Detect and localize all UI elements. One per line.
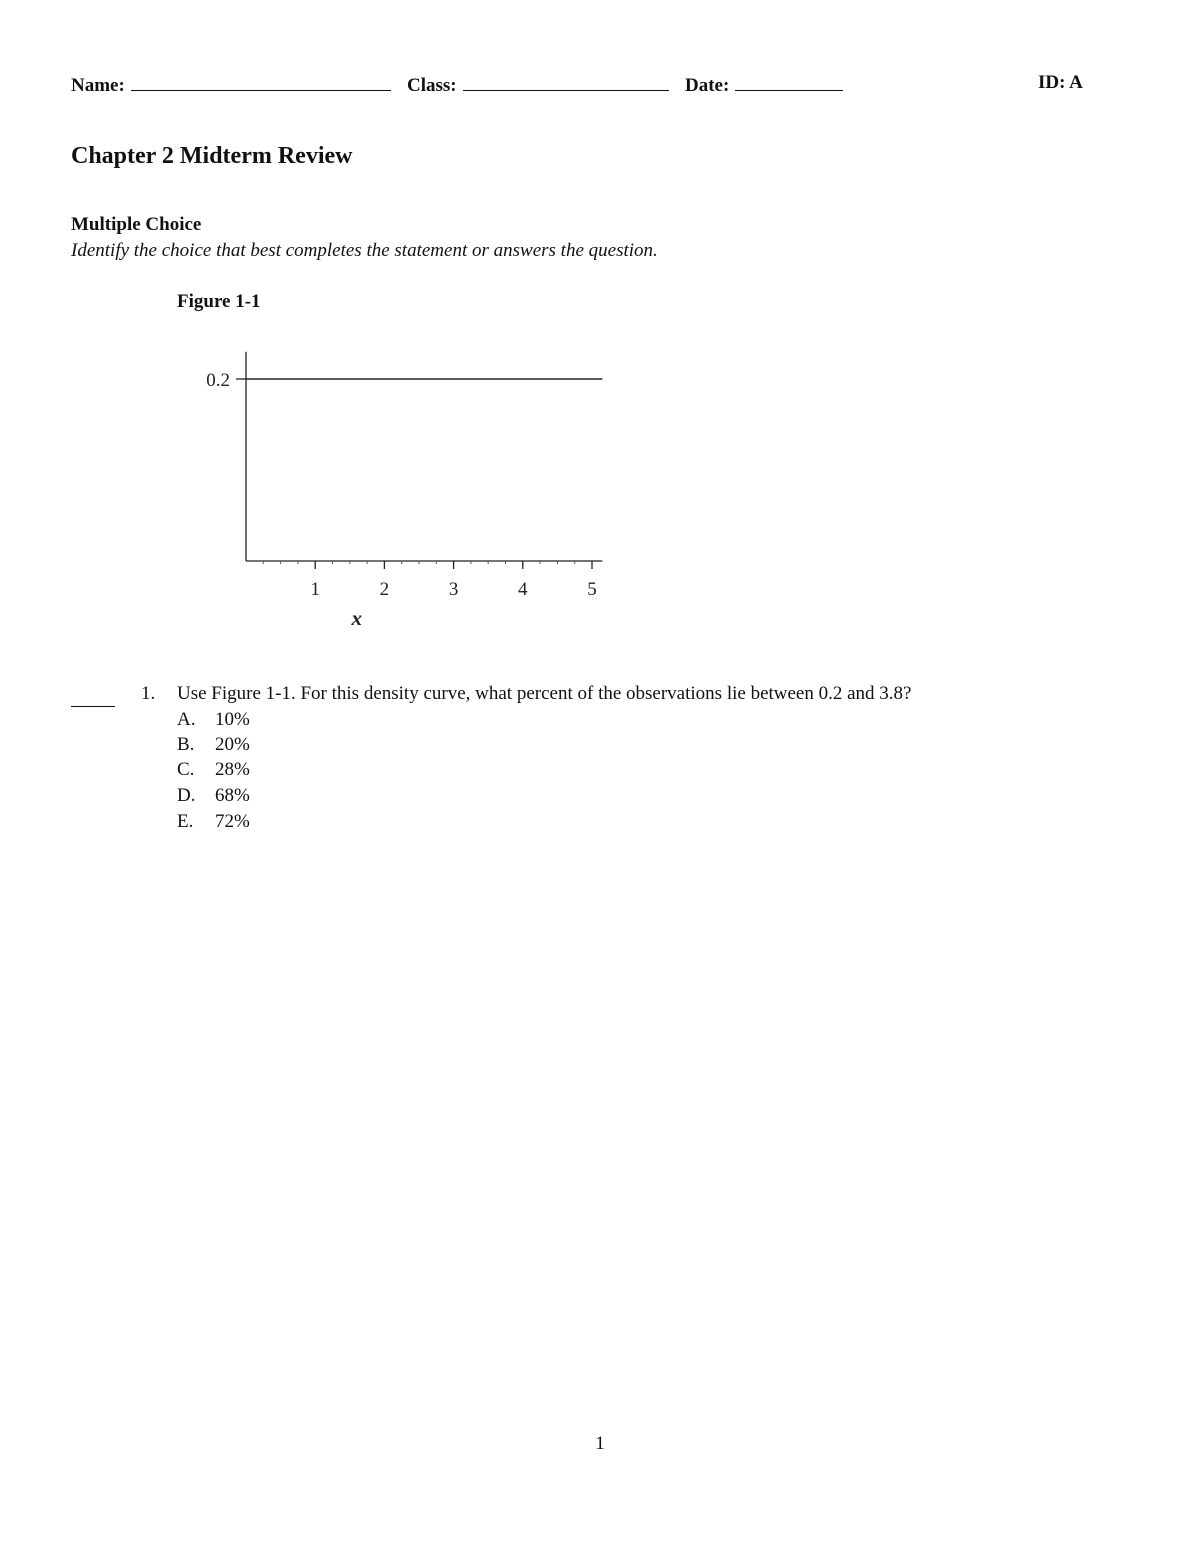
date-field[interactable] xyxy=(685,72,843,97)
option-e xyxy=(177,811,250,833)
name-field[interactable] xyxy=(71,72,391,97)
x-tick-label: 3 xyxy=(448,579,459,600)
option-text: 20% xyxy=(215,734,250,755)
density-chart xyxy=(190,330,620,640)
option-letter: C. xyxy=(177,759,195,780)
name-blank[interactable] xyxy=(131,72,391,91)
option-letter: A. xyxy=(177,709,196,730)
x-axis-label: x xyxy=(351,606,362,630)
option-text: 28% xyxy=(215,759,250,780)
page-title: Chapter 2 Midterm Review xyxy=(71,143,353,169)
date-label: Date: xyxy=(685,75,730,96)
option-letter: E. xyxy=(177,811,194,832)
option-d xyxy=(177,785,250,807)
answer-blank[interactable] xyxy=(71,706,115,707)
option-text: 72% xyxy=(215,811,250,832)
figure-label: Figure 1-1 xyxy=(177,291,261,312)
x-tick-label: 4 xyxy=(518,579,528,600)
class-label: Class: xyxy=(407,75,457,96)
x-tick-label: 2 xyxy=(379,579,390,600)
question-text: Use Figure 1-1. For this density curve, what percent of the observations lie between 0.2 and 3.8? xyxy=(177,683,912,704)
question-number: 1. xyxy=(141,683,156,704)
class-field[interactable] xyxy=(407,72,669,97)
page-number: 1 xyxy=(595,1433,605,1454)
section-instructions: Identify the choice that best completes the statement or answers the question. xyxy=(71,240,658,261)
class-blank[interactable] xyxy=(463,72,669,91)
x-tick-label: 1 xyxy=(310,579,320,600)
id-label: ID: A xyxy=(1038,72,1083,93)
option-text: 10% xyxy=(215,709,250,730)
option-c xyxy=(177,759,250,781)
option-letter: D. xyxy=(177,785,196,806)
y-tick-label: 0.2 xyxy=(206,370,230,391)
option-letter: B. xyxy=(177,734,195,755)
option-a xyxy=(177,709,250,731)
option-b xyxy=(177,734,250,756)
section-heading: Multiple Choice xyxy=(71,214,202,235)
option-text: 68% xyxy=(215,785,250,806)
name-label: Name: xyxy=(71,75,125,96)
date-blank[interactable] xyxy=(735,72,843,91)
x-tick-label: 5 xyxy=(587,579,597,600)
